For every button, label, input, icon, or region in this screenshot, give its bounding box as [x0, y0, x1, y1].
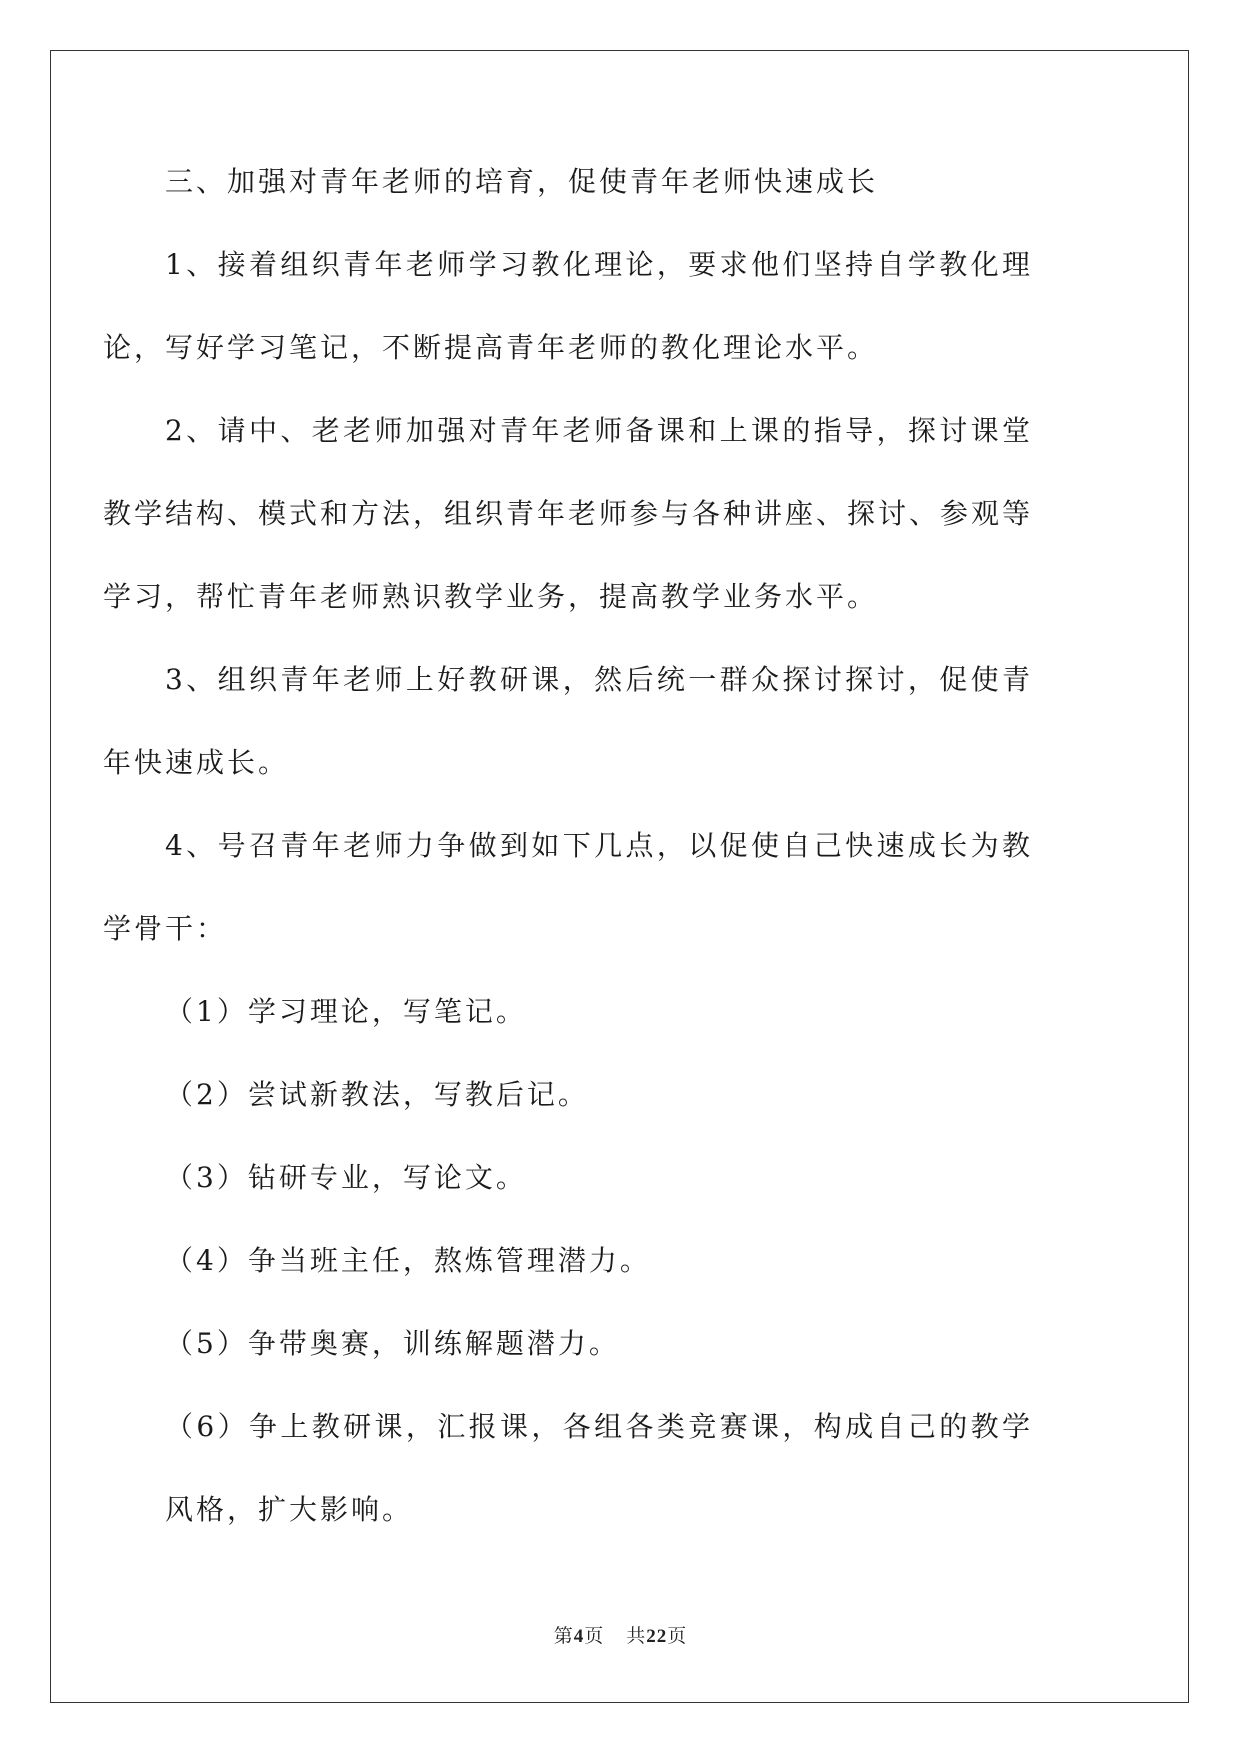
list-item-2: （2）尝试新教法，写教后记。 [165, 1078, 589, 1111]
list-item-5: （5）争带奥赛，训练解题潜力。 [165, 1327, 620, 1360]
page-prefix: 第 [553, 1626, 574, 1647]
list-item-4: （4）争当班主任，熬炼管理潜力。 [165, 1244, 651, 1277]
page-suffix: 页 [584, 1626, 605, 1647]
total-pages-number: 22 [646, 1626, 668, 1647]
total-prefix: 共 [626, 1626, 647, 1647]
paragraph-1: 1、接着组织青年老师学习教化理论，要求他们坚持自学教化理论，写好学习笔记，不断提高青年老师的教化理论水平。 [103, 248, 1033, 364]
current-page-number: 4 [573, 1626, 585, 1647]
paragraph-2: 2、请中、老老师加强对青年老师备课和上课的指导，探讨课堂教学结构、模式和方法，组织青年老师参与各种讲座、探讨、参观等学习，帮忙青年老师熟识教学业务，提高教学业务水平。 [103, 414, 1034, 613]
paragraph-3: 3、组织青年老师上好教研课，然后统一群众探讨探讨，促使青年快速成长。 [103, 663, 1033, 779]
page-footer [0, 1621, 1241, 1648]
total-suffix: 页 [667, 1626, 688, 1647]
paragraph-4: 4、号召青年老师力争做到如下几点，以促使自己快速成长为教学骨干： [103, 829, 1033, 945]
section-heading: 三、加强对青年老师的培育，促使青年老师快速成长 [165, 165, 879, 198]
document-body [103, 140, 1033, 1551]
list-item-1: （1）学习理论，写笔记。 [165, 995, 527, 1028]
list-item-3: （3）钻研专业，写论文。 [165, 1161, 527, 1194]
list-item-6: （6）争上教研课，汇报课，各组各类竞赛课，构成自己的教学风格，扩大影响。 [165, 1410, 1033, 1526]
